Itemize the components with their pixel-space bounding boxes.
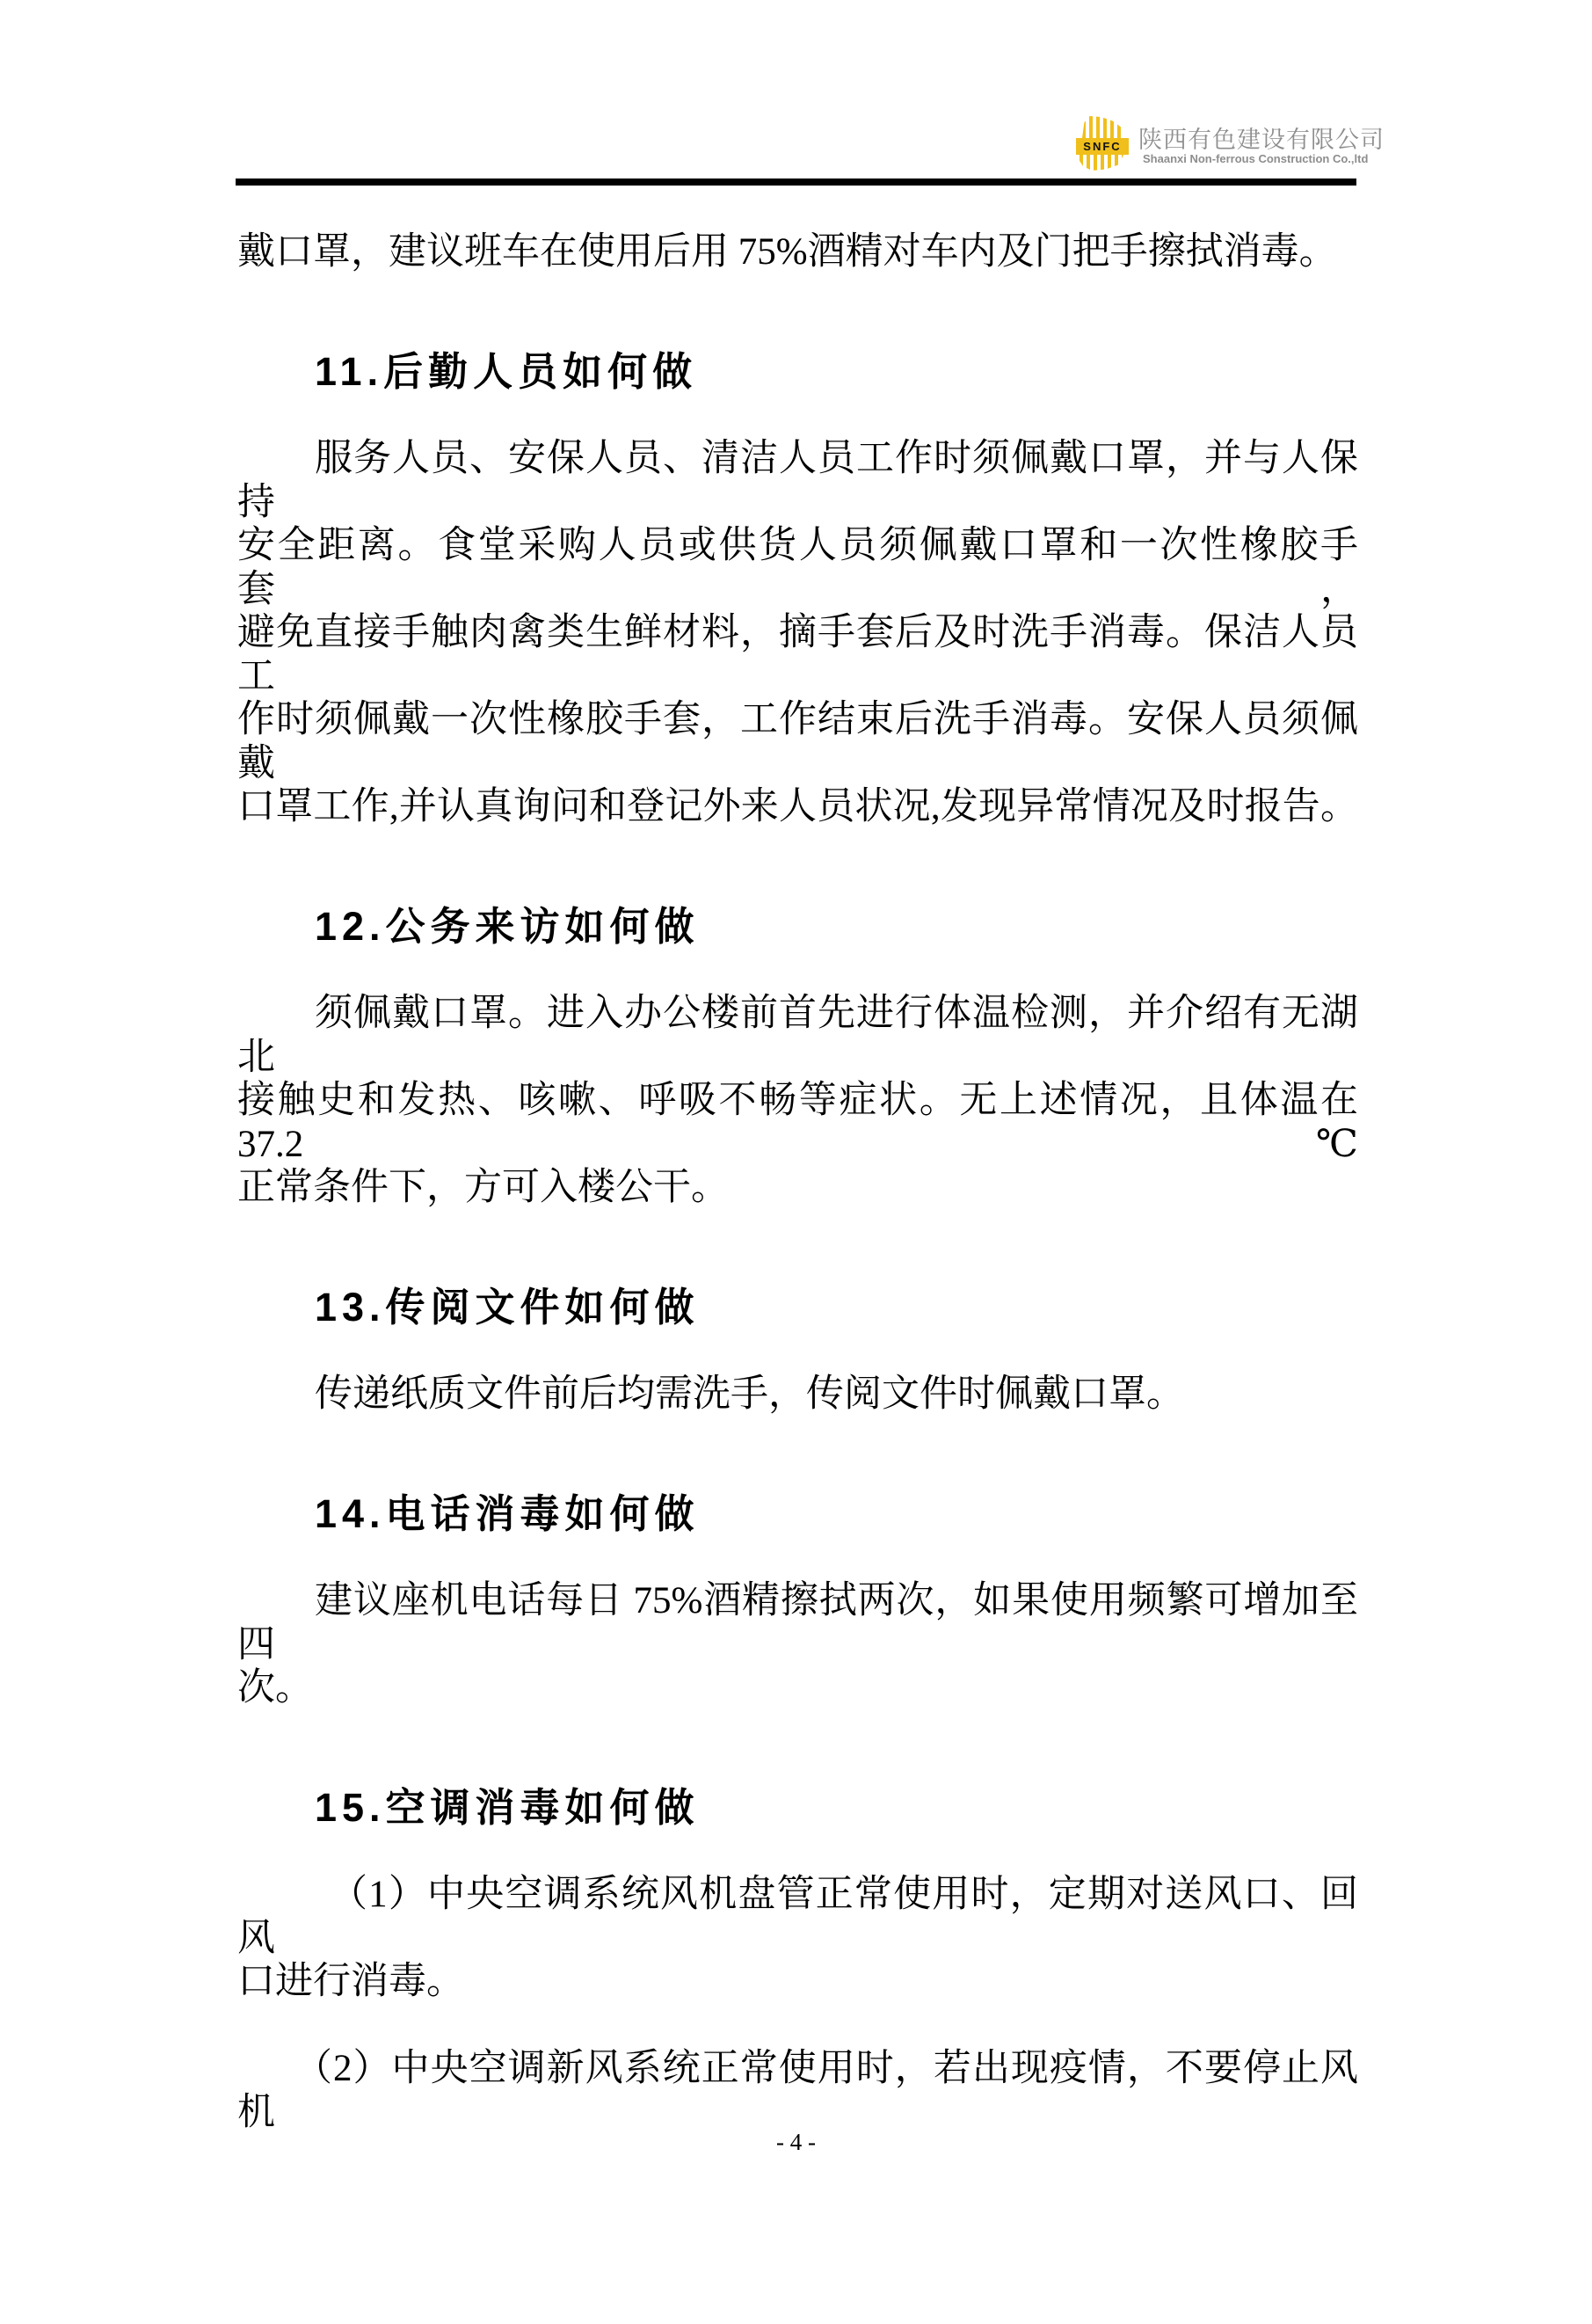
body-text-line: 口进行消毒。 — [237, 1961, 464, 2002]
body-text-line: 建议座机电话每日 75%酒精擦拭两次，如果使用频繁可增加至四 — [237, 1580, 1358, 1665]
logo-band — [1076, 138, 1129, 155]
body-text-line: 作时须佩戴一次性橡胶手套，工作结束后洗手消毒。安保人员须佩戴 — [237, 699, 1358, 784]
company-name-en: Shaanxi Non-ferrous Construction Co.,ltd — [1143, 152, 1369, 165]
company-name-zh: 陕西有色建设有限公司 — [1138, 127, 1385, 153]
body-text-line: （1）中央空调系统风机盘管正常使用时，定期对送风口、回风 — [237, 1874, 1358, 1959]
body-text-line: 戴口罩，建议班车在使用后用 75%酒精对车内及门把手擦拭消毒。 — [237, 231, 1337, 273]
section-heading: 11.后勤人员如何做 — [315, 349, 698, 394]
header-divider — [236, 178, 1356, 186]
body-text-line: 传递纸质文件前后均需洗手，传阅文件时佩戴口罩。 — [315, 1373, 1184, 1415]
page-number: - 4 - — [776, 2129, 816, 2155]
body-text-line: 服务人员、安保人员、清洁人员工作时须佩戴口罩，并与人保持 — [237, 438, 1358, 523]
logo-stripes-top — [1082, 116, 1124, 138]
snfc-logo-icon — [1076, 116, 1129, 171]
body-text-line: 接触史和发热、咳嗽、呼吸不畅等症状。无上述情况，且体温在 37.2℃ — [237, 1080, 1358, 1165]
body-text-line: 安全距离。食堂采购人员或供货人员须佩戴口罩和一次性橡胶手套， — [237, 525, 1358, 610]
section-heading: 13.传阅文件如何做 — [315, 1285, 700, 1330]
section-heading: 15.空调消毒如何做 — [315, 1785, 700, 1830]
section-heading: 14.电话消毒如何做 — [315, 1491, 700, 1536]
body-text-line: （2）中央空调新风系统正常使用时，若出现疫情，不要停止风机 — [237, 2048, 1358, 2133]
body-text-line: 口罩工作,并认真询问和登记外来人员状况,发现异常情况及时报告。 — [237, 786, 1358, 827]
body-text-line: 避免直接手触肉禽类生鲜材料，摘手套后及时洗手消毒。保洁人员工 — [237, 612, 1358, 697]
body-text-line: 次。 — [237, 1667, 313, 1708]
logo-text: SNFC — [1083, 140, 1122, 153]
logo-stripes-bottom — [1080, 155, 1123, 171]
body-text-line: 正常条件下，方可入楼公干。 — [237, 1167, 729, 1208]
body-text-line: 须佩戴口罩。进入办公楼前首先进行体温检测，并介绍有无湖北 — [237, 993, 1358, 1078]
section-heading: 12.公务来访如何做 — [315, 904, 700, 949]
